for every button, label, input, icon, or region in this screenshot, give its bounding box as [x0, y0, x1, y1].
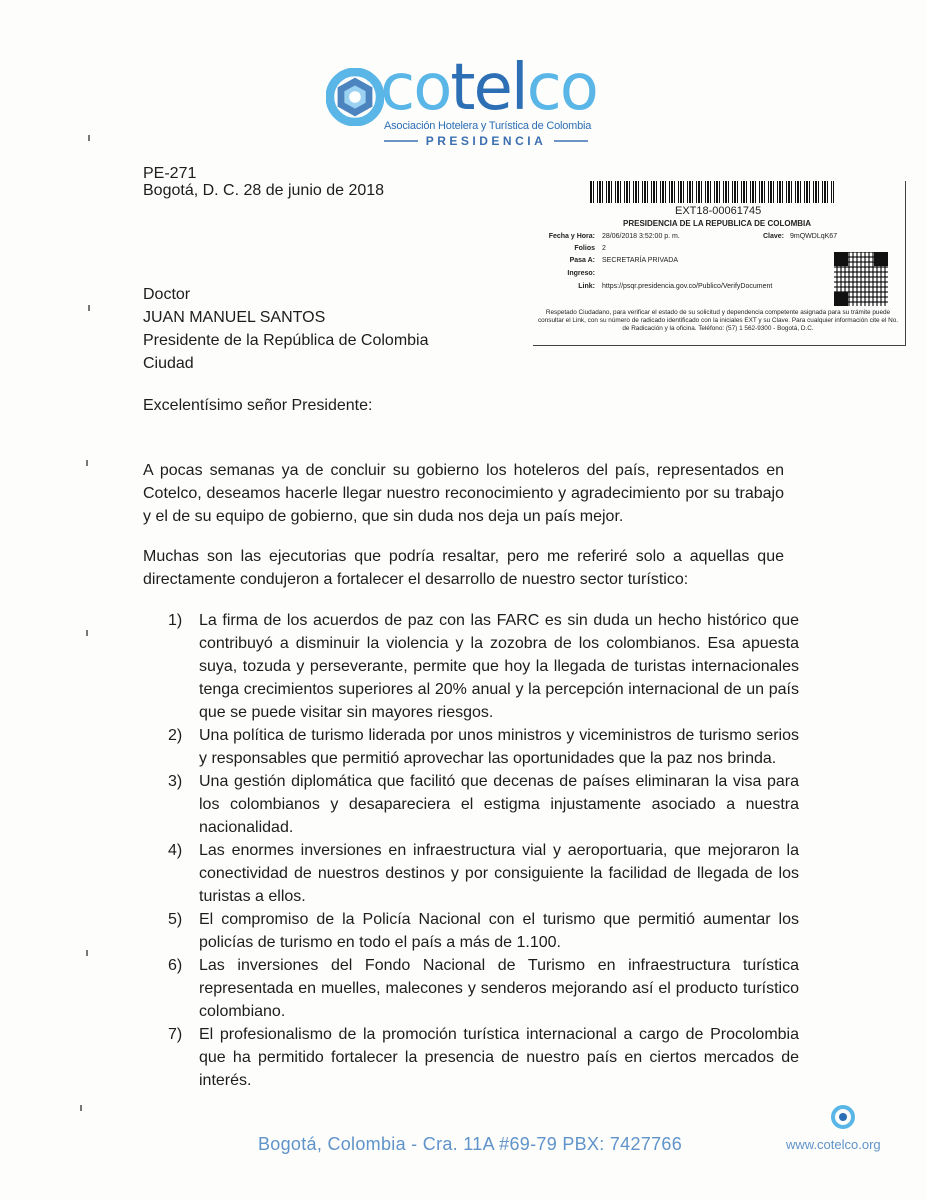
- body-paragraph: Muchas son las ejecutorias que podría resaltar, pero me referiré solo a aquellas que directamente condujeron a fortalecer el desarrollo de nuestro sector turístico:: [143, 548, 784, 588]
- stamp-row-label: Link:: [578, 283, 595, 290]
- division-text: PRESIDENCIA: [425, 134, 547, 148]
- addressee-name: JUAN MANUEL SANTOS: [143, 309, 326, 326]
- brand-part-2: tel: [450, 51, 527, 125]
- list-item: [168, 839, 799, 908]
- stamp-row-value: 2: [602, 245, 606, 252]
- qr-code-icon: [834, 252, 888, 306]
- cotelco-logo-icon: [326, 68, 384, 126]
- scan-speck: [86, 460, 88, 466]
- list-item-text: El compromiso de la Policía Nacional con el turismo que permitió aumentar los policías de turismo en todo el país a más de 1.100.: [199, 911, 799, 951]
- stamp-clave: [763, 233, 837, 240]
- reference-number: PE-271: [143, 165, 197, 182]
- brand-part-3: co: [526, 51, 597, 125]
- list-item: [168, 770, 799, 839]
- stamp-entity: PRESIDENCIA DE LA REPUBLICA DE COLOMBIA: [623, 219, 812, 228]
- salutation: Excelentísimo señor Presidente:: [143, 397, 373, 414]
- list-item: [168, 609, 799, 724]
- stamp-row-label: Folios: [574, 245, 595, 252]
- list-item-number: 4): [168, 842, 183, 859]
- stamp-code: EXT18-00061745: [675, 205, 762, 217]
- brand-subtitle: Asociación Hotelera y Turística de Colombia: [384, 120, 592, 132]
- stamp-row-value: SECRETARÍA PRIVADA: [602, 257, 678, 264]
- scan-speck: [86, 950, 88, 956]
- body-paragraph: A pocas semanas ya de concluir su gobierno los hoteleros del país, representados en Cotelco, deseamos hacerle llegar nuestro reconocimiento y agradecimiento por su trabajo y el de su equipo de gobierno, que sin duda nos deja un país mejor.: [143, 462, 784, 525]
- list-item: [168, 954, 799, 1023]
- footer-website-link[interactable]: www.cotelco.org: [786, 1137, 881, 1152]
- list-item-text: Una política de turismo liderada por unos ministros y viceministros de turismo serios y responsables que permitió aprovechar las oportunidades que la paz nos brinda.: [199, 727, 799, 767]
- list-item-number: 6): [168, 957, 183, 974]
- divider: [554, 140, 588, 142]
- barcode-icon: [590, 181, 834, 203]
- addressee-city: Ciudad: [143, 355, 194, 372]
- scan-speck: [80, 1105, 82, 1111]
- list-item-text: La firma de los acuerdos de paz con las FARC es sin duda un hecho histórico que contribuyó a disminuir la violencia y la zozobra de los colombianos. Esa apuesta suya, tozuda y perseverante, permite que hoy la llegada de turistas internacionales tenga crecimientos superiores al 20% anual y la percepción internacional de un país que se puede visitar sin mayores riesgos.: [199, 612, 799, 721]
- list-item-number: 2): [168, 727, 183, 744]
- cotelco-small-logo-icon: [830, 1104, 856, 1130]
- stamp-note: Respetado Ciudadano, para verificar el estado de su solicitud y dependencia competente asignada para su trámite puede consultar el Link, con su número de radicado identificado con la iniciales EXT y su Clave. Para cualquier información cite el No. de Radicación y la oficina. Teléfono: (57) 1 562-9300 - Bogotá, D.C.: [537, 309, 899, 332]
- stamp-clave-label: Clave:: [763, 233, 785, 240]
- stamp-row: [533, 270, 833, 281]
- divider: [384, 140, 418, 142]
- scan-speck: [88, 135, 90, 141]
- stamp-row-label: Pasa A:: [569, 257, 595, 264]
- addressee-block: [143, 284, 429, 376]
- footer-address: Bogotá, Colombia - Cra. 11A #69-79 PBX: 7427766: [258, 1134, 683, 1154]
- scan-speck: [86, 630, 88, 636]
- brand-part-1: co: [380, 51, 451, 125]
- list-item-number: 3): [168, 773, 183, 790]
- list-item-text: Las inversiones del Fondo Nacional de Turismo en infraestructura turística representada en muelles, malecones y senderos mejorando así el producto turístico colombiano.: [199, 957, 799, 1020]
- scan-speck: [88, 305, 90, 311]
- date-line: Bogotá, D. C. 28 de junio de 2018: [143, 182, 385, 199]
- stamp-row-label: Fecha y Hora:: [548, 233, 595, 240]
- list-item-text: El profesionalismo de la promoción turística internacional a cargo de Procolombia que ha permitido fortalecer la presencia de nuestro país en ciertos mercados de interés.: [199, 1026, 799, 1089]
- stamp-link[interactable]: https://psqr.presidencia.gov.co/Publico/VerifyDocument: [602, 283, 773, 290]
- list-item: [168, 908, 799, 954]
- list-item-text: Una gestión diplomática que facilitó que decenas de países eliminaran la visa para los colombianos y desapareciera el estigma injustamente asociado a nuestra nacionalidad.: [199, 773, 799, 836]
- list-item-text: Las enormes inversiones en infraestructura vial y aeroportuaria, que mejoraron la conectividad de nuestros destinos y por consiguiente la facilidad de llegada de los turistas a ellos.: [199, 842, 799, 905]
- stamp-clave-value: 9mQWDLqK67: [790, 233, 838, 240]
- list-item-number: 5): [168, 911, 183, 928]
- achievements-list: [168, 609, 799, 1092]
- stamp-row: [533, 245, 833, 256]
- list-item: [168, 1023, 799, 1092]
- stamp-row-label: Ingreso:: [567, 270, 595, 277]
- radication-stamp: [533, 181, 906, 346]
- addressee-position: Presidente de la República de Colombia: [143, 332, 429, 349]
- list-item-number: 1): [168, 612, 183, 629]
- addressee-title: Doctor: [143, 286, 191, 303]
- division-label: [384, 134, 588, 148]
- list-item-number: 7): [168, 1026, 183, 1043]
- stamp-row-value: 28/06/2018 3:52:00 p. m.: [602, 233, 680, 240]
- stamp-row: [533, 257, 833, 268]
- brand-wordmark: [380, 48, 597, 128]
- stamp-row: [533, 283, 833, 294]
- list-item: [168, 724, 799, 770]
